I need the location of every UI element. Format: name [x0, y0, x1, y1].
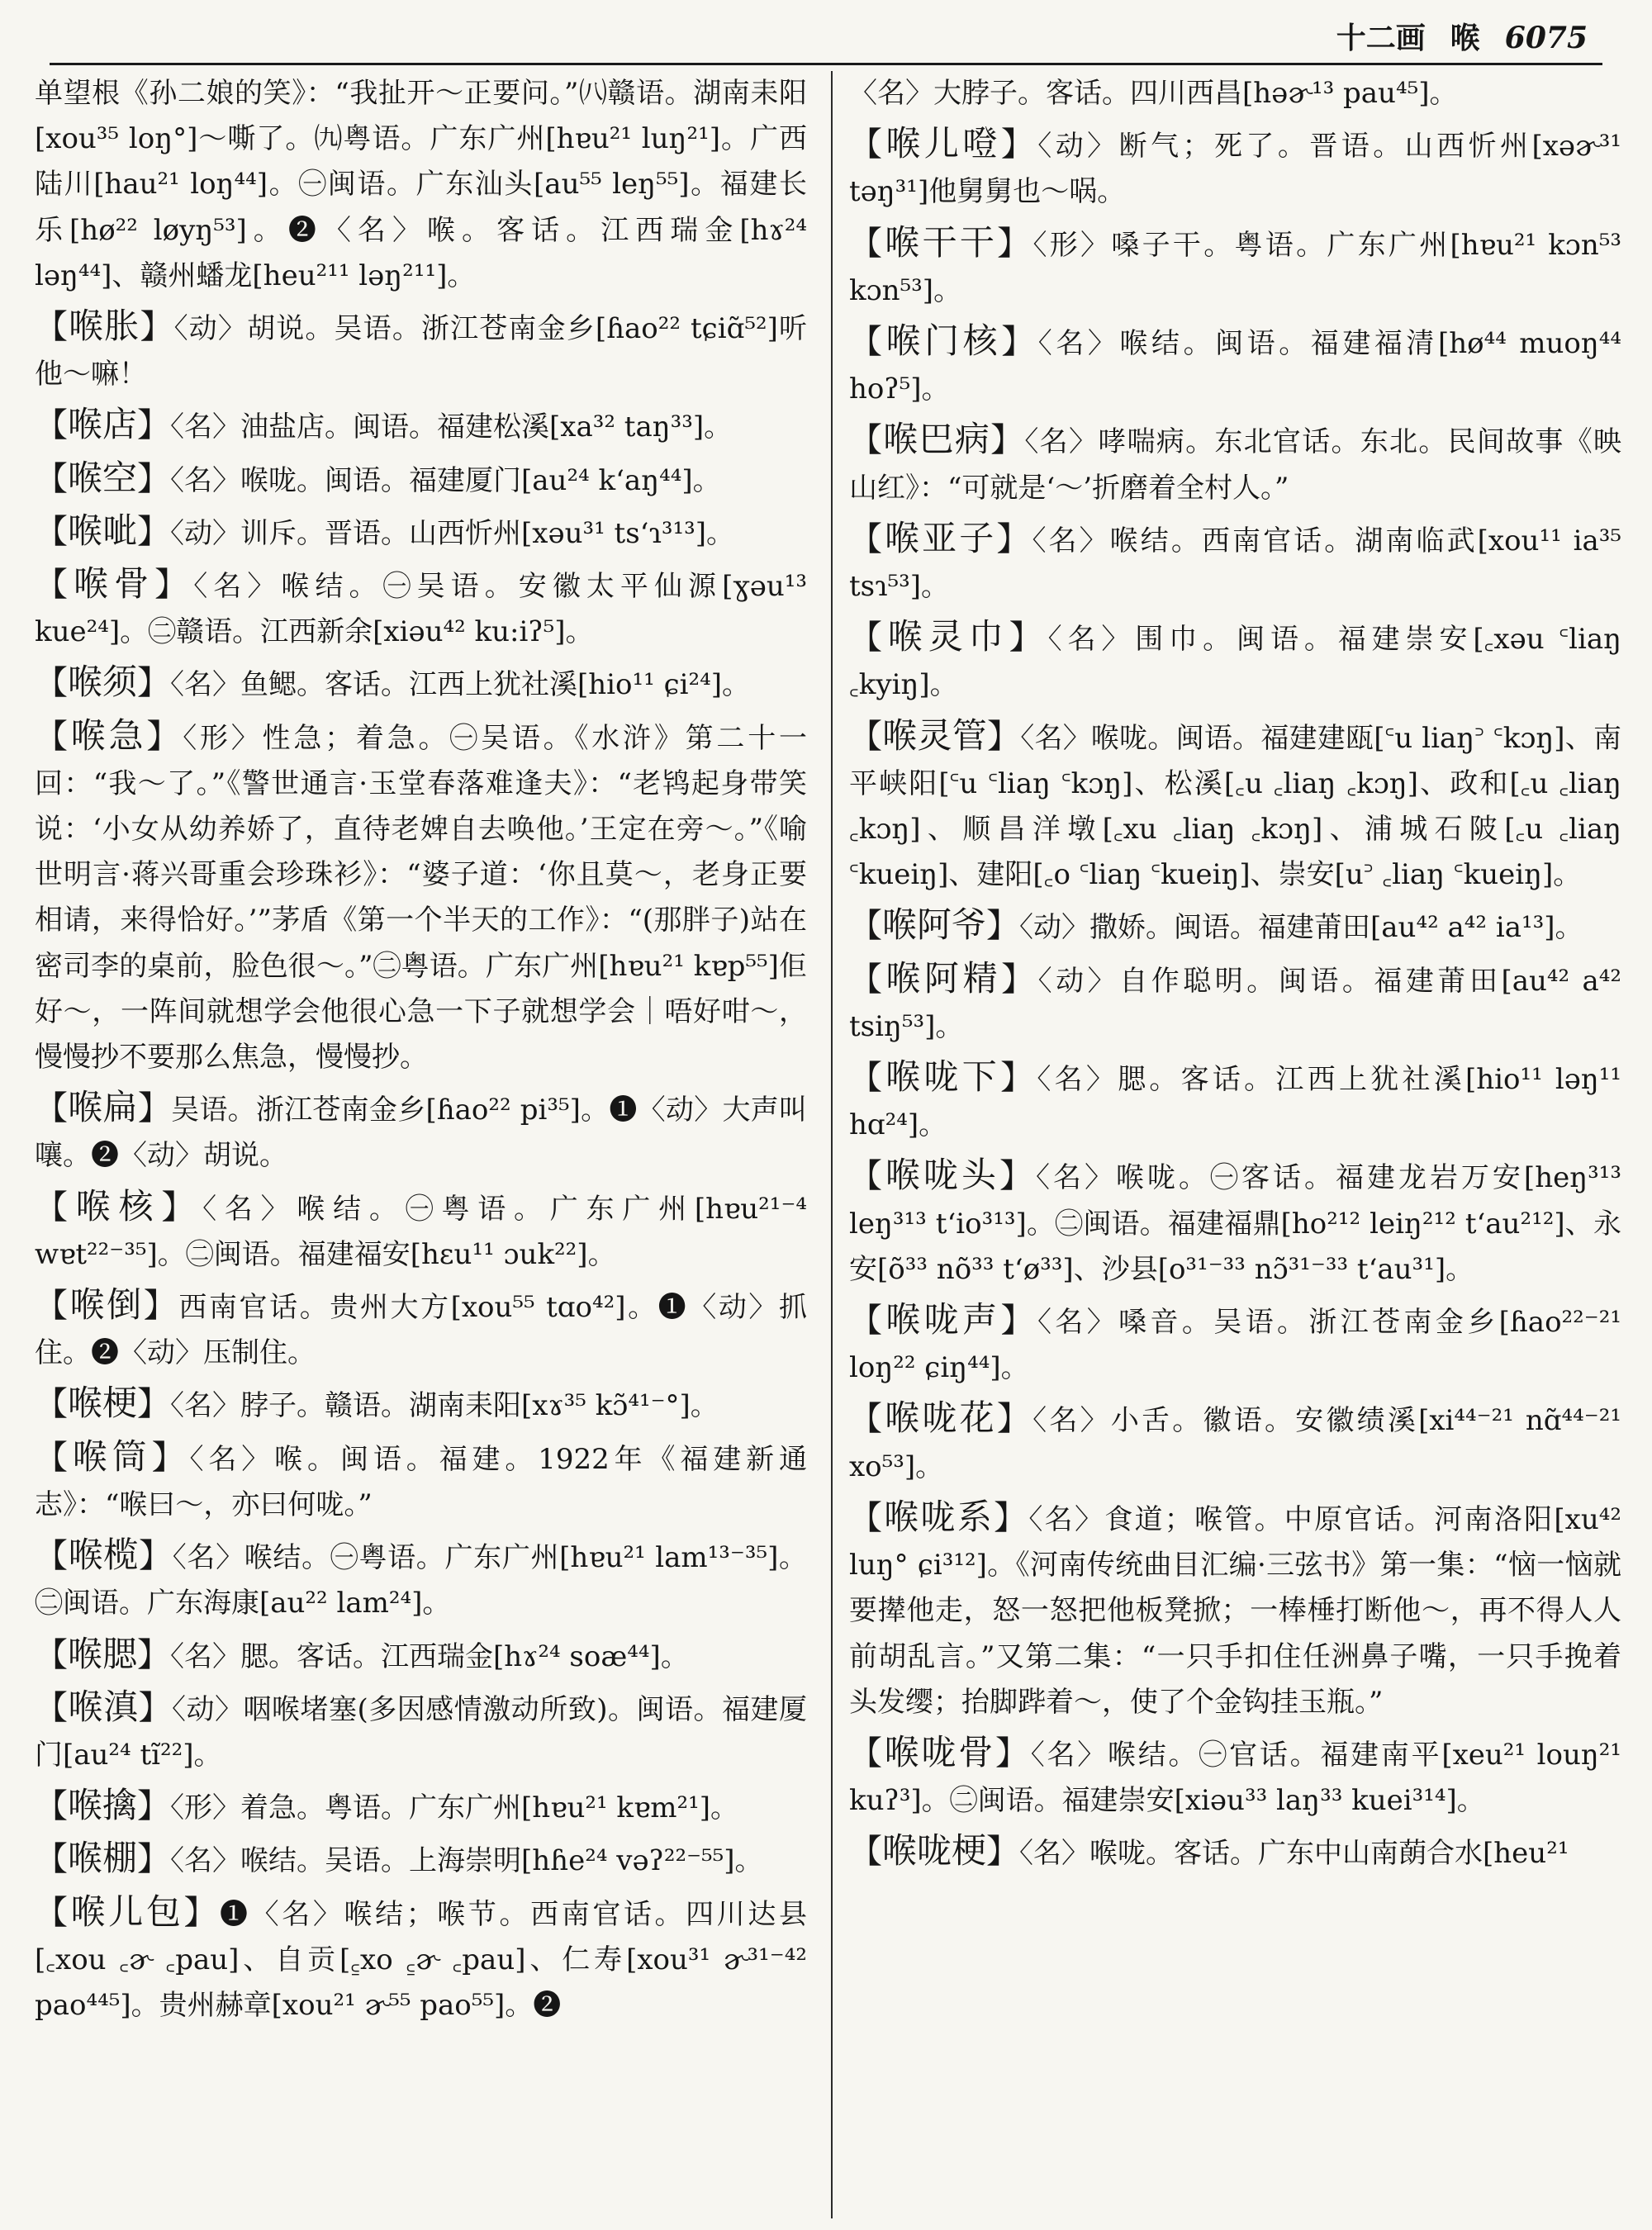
dictionary-entry: [35, 713, 807, 1081]
entry-definition: 〈动〉自作聪明。闽语。福建莆田[au⁴² a⁴² tsiŋ⁵³]。: [849, 964, 1622, 1043]
entry-definition: 〈形〉嗓子干。粤语。广东广州[hɐu²¹ kɔn⁵³ kɔn⁵³]。: [849, 228, 1622, 307]
entry-definition: 〈名〉喉咙。㊀客话。福建龙岩万安[heŋ³¹³ leŋ³¹³ t‘io³¹³]。㊁闽语。福建福鼎[ho²¹² leiŋ²¹² t‘au²¹²]、永安[õ³³ nõ³³ t‘ø³³]、沙县[o³¹⁻³³ nɔ̃³¹⁻³³ t‘au³¹]。: [849, 1161, 1621, 1286]
headword-bracket: [35, 1785, 170, 1826]
headword-bracket: [849, 616, 1048, 657]
continuation-text: 〈名〉大脖子。客话。四川西昌[həɚ¹³ pau⁴⁵]。: [849, 77, 1458, 110]
continuation-text: 单望根《孙二娘的笑》：“我扯开～正要问。”㈧赣语。湖南耒阳[xou³⁵ loŋ°]～嘶了。㈨粤语。广东广州[hɐu²¹ luŋ²¹]。广西陆川[hau²¹ loŋ⁴⁴]。㊀闽语。广东汕头[au⁵⁵ leŋ⁵⁵]。福建长乐[hø²² løyŋ⁵³]。❷〈名〉喉。客话。江西瑞金[hɤ²⁴ ləŋ⁴⁴]、赣州蟠龙[heu²¹¹ ləŋ²¹¹]。: [35, 77, 807, 292]
headword: 喉滇: [68, 1686, 139, 1727]
dictionary-entry: [35, 401, 807, 450]
entry-definition: 〈名〉喉咙。闽语。福建建瓯[꜂u liaŋ꜄ ꜂kɔŋ]、南平峡阳[꜂u ꜂liaŋ ꜂kɔŋ]、松溪[꜀u ꜀liaŋ ꜀kɔŋ]、政和[꜀u ꜀liaŋ ꜀kɔŋ]、顺昌洋墩[꜀xu ꜀liaŋ ꜀kɔŋ]、浦城石陂[꜀u ꜀liaŋ ꜂kueiŋ]、建阳[꜀o ꜂liaŋ ꜂kueiŋ]、崇安[u꜄ ꜀liaŋ ꜂kueiŋ]。: [849, 721, 1622, 892]
entry-definition: 〈动〉训斥。晋语。山西忻州[xəu³¹ ts‘ɿ³¹³]。: [170, 516, 735, 550]
entry-definition: 〈动〉胡说。吴语。浙江苍南金乡[ɦao²² tɕiɑ̃⁵²]听他～嘛！: [35, 312, 808, 391]
headword-bracket: [35, 1891, 220, 1932]
entry-definition: 〈名〉喉结。西南官话。湖南临武[xou¹¹ ia³⁵ tsɿ⁵³]。: [849, 524, 1622, 604]
headword: 喉干干: [885, 221, 998, 263]
headword: 喉筒: [72, 1435, 152, 1477]
headword: 喉咙花: [885, 1397, 997, 1439]
dictionary-entry: [849, 318, 1621, 412]
headword: 喉呲: [68, 510, 138, 551]
dictionary-entry: [849, 614, 1621, 708]
entry-definition: 〈名〉喉咙。客话。广东中山南蓢合水[heu²¹: [1019, 1837, 1569, 1871]
headword: 喉咙骨: [884, 1731, 996, 1772]
header-rule: [50, 63, 1602, 65]
entry-definition: 〈名〉喉结。闽语。福建福清[hø⁴⁴ muoŋ⁴⁴ hoʔ⁵]。: [849, 327, 1622, 406]
headword-bracket: [35, 1087, 171, 1128]
dictionary-entry: [35, 1084, 807, 1179]
headword: 喉核: [75, 1185, 162, 1226]
headword: 喉须: [68, 662, 138, 703]
dictionary-entry: [35, 1631, 807, 1680]
entry-definition: 〈形〉着急。粤语。广东广州[hɐu²¹ kɐm²¹]。: [170, 1791, 739, 1825]
dictionary-entry: [849, 515, 1621, 610]
dictionary-entry: [35, 1434, 807, 1528]
headword-bracket: [35, 1535, 173, 1576]
dictionary-entry: [849, 1297, 1621, 1391]
column-divider: [831, 71, 833, 2218]
entry-definition: 〈名〉小舌。徽语。安徽绩溪[xi⁴⁴⁻²¹ nɑ̃⁴⁴⁻²¹ xo⁵³]。: [849, 1404, 1622, 1483]
headword: 喉咙下: [885, 1056, 1001, 1098]
entry-definition: 〈动〉断气；死了。晋语。山西忻州[xəɚ³¹ təŋ³¹]他舅舅也～㖞。: [849, 130, 1621, 209]
headword-bracket: [849, 1496, 1028, 1537]
dictionary-entry: [849, 1152, 1621, 1293]
headword-bracket: [849, 419, 1024, 460]
dictionary-entry: [35, 1282, 807, 1376]
headword: 喉店: [68, 404, 138, 445]
section-label: 十二画: [1336, 21, 1426, 55]
dictionary-entry: [35, 1889, 807, 2029]
headword-bracket: [849, 904, 1019, 946]
entry-definition: 〈名〉食道；喉管。中原官话。河南洛阳[xu⁴² luŋ° ɕi³¹²]。《河南传统曲目汇编·三弦书》第一集：“恼一恼就要撵他走，怒一怒把他板凳掀；一棒棰打断他～，再不得人人前胡乱言。”又第二集：“一只手扣住任洲鼻子嘴，一只手挽着头发缨；抬脚跸着～，使了个金钩挂玉瓶。”: [849, 1502, 1621, 1719]
headword: 喉倒: [69, 1284, 144, 1326]
headword: 喉儿包: [70, 1891, 184, 1932]
headword-bracket: [849, 1731, 1031, 1772]
entry-definition: 〈名〉喉结。㊀粤语。广东广州[hɐu²¹ lam¹³⁻³⁵]。㊁闽语。广东海康[au²² lam²⁴]。: [35, 1541, 808, 1620]
entry-definition: 〈名〉鱼鳃。客话。江西上犹社溪[hio¹¹ ɕi²⁴]。: [170, 668, 751, 702]
headword-bracket: [35, 1435, 190, 1477]
entry-definition: 〈名〉嗓音。吴语。浙江苍南金乡[ɦao²²⁻²¹ loŋ²² ɕiŋ⁴⁴]。: [849, 1306, 1622, 1385]
headword: 喉灵管: [882, 714, 987, 756]
entry-definition: 〈名〉围巾。闽语。福建崇安[꜀xəu ꜂liaŋ ꜀kyiŋ]。: [849, 623, 1622, 702]
headword: 喉巴病: [883, 419, 991, 460]
entry-definition: 〈形〉性急；着急。㊀吴语。《水浒》第二十一回：“我～了。”《警世通言·玉堂春落难逢夫》：“老鸨起身带笑说：‘小女从幼养娇了，直待老婢自去唤他。’王定在旁～。”《喻世明言·蒋兴哥重会珍珠衫》：“婆子道：‘你且莫～，老身正要相请，来得恰好。’”茅盾《第一个半天的工作》：“(那胖子)站在密司李的桌前，脸色很～。”㊁粤语。广东广州[hɐu²¹ kɐp⁵⁵]佢好～，一阵间就想学会他很心急一下子就想学会｜唔好咁～，慢慢抄不要那么焦急，慢慢抄。: [35, 721, 808, 1075]
headword: 喉擒: [68, 1785, 138, 1826]
dictionary-entry: [35, 508, 807, 557]
entry-definition: 〈名〉喉咙。闽语。福建厦门[au²⁴ k‘aŋ⁴⁴]。: [170, 463, 721, 497]
entry-list: [849, 121, 1621, 1877]
entry-definition: 〈名〉腮。客话。江西上犹社溪[hio¹¹ ləŋ¹¹ hɑ²⁴]。: [849, 1063, 1621, 1142]
headword: 喉儿噔: [885, 123, 1001, 164]
dictionary-entry: [35, 1184, 807, 1278]
entry-definition: 〈动〉撒娇。闽语。福建莆田[au⁴² a⁴² ia¹³]。: [1019, 911, 1583, 945]
dictionary-entry: [849, 220, 1621, 314]
entry-definition: ❶〈名〉喉结；喉节。西南官话。四川达县[꜀xou ꜀ɚ ꜀pau]、自贡[꜁xo ꜁ɚ ꜀pau]、仁寿[xou³¹ ɚ³¹⁻⁴² pao⁴⁴⁵]。贵州赫章[xou²¹ ɚ⁵⁵ pao⁵⁵]。❷: [35, 1897, 807, 2022]
dictionary-entry: [849, 956, 1621, 1050]
headword: 喉梗: [68, 1383, 138, 1424]
headword-bracket: [35, 1633, 170, 1674]
dictionary-entry: [35, 1684, 807, 1778]
dictionary-entry: [35, 303, 807, 397]
dictionary-entry: [35, 1835, 807, 1884]
entry-definition: 吴语。浙江苍南金乡[ɦao²² pi³⁵]。❶〈动〉大声叫嚷。❷〈动〉胡说。: [35, 1094, 807, 1173]
headword: 喉咙头: [885, 1155, 999, 1196]
dictionary-entry: [849, 1729, 1621, 1824]
headword-bracket: [849, 1830, 1019, 1872]
headword-bracket: [849, 517, 1032, 558]
entry-definition: 〈名〉哮喘病。东北官话。东北。民间故事《映山红》：“可就是‘～’折磨着全村人。”: [849, 425, 1621, 505]
entry-definition: 〈动〉咽喉堵塞(多因感情激动所致)。闽语。福建厦门[au²⁴ tĩ²²]。: [35, 1692, 807, 1772]
entry-definition: 〈名〉喉。闽语。福建。1922年《福建新通志》：“喉曰～，亦曰何咙。”: [35, 1442, 808, 1521]
entry-definition: 〈名〉喉结。㊀吴语。安徽太平仙源[ɣəu¹³ kue²⁴]。㊁赣语。江西新余[xiəu⁴² ku:iʔ⁵]。: [35, 570, 807, 649]
headword-bracket: [35, 1185, 202, 1226]
headword: 喉骨: [74, 563, 155, 605]
dictionary-entry: [849, 121, 1621, 215]
entry-definition: 〈名〉腮。客话。江西瑞金[hɤ²⁴ soæ⁴⁴]。: [170, 1639, 689, 1673]
headword-bracket: [35, 1686, 172, 1727]
headword-bracket: [849, 714, 1020, 756]
headword-bracket: [849, 1155, 1036, 1196]
headword: 喉灵巾: [887, 616, 1009, 657]
headword-bracket: [35, 563, 193, 605]
headword: 喉扁: [68, 1087, 138, 1128]
left-column: [35, 71, 807, 2033]
entry-definition: 〈名〉喉结。吴语。上海崇明[hɦe²⁴ vəʔ²²⁻⁵⁵]。: [170, 1844, 763, 1878]
headword-bracket: [849, 1056, 1037, 1098]
dictionary-entry: [35, 455, 807, 504]
headword: 喉急: [70, 714, 147, 756]
dictionary-entry: [35, 1532, 807, 1626]
dictionary-entry: [849, 713, 1621, 899]
dictionary-entry: [849, 1054, 1621, 1148]
headword-bracket: [35, 1383, 170, 1424]
headword-bracket: [849, 1397, 1032, 1439]
dictionary-entry: [849, 1828, 1621, 1877]
headword-bracket: [35, 457, 170, 498]
headword-bracket: [35, 1284, 178, 1326]
headword-bracket: [35, 714, 183, 756]
headword-bracket: [35, 404, 170, 445]
headword: 喉棚: [68, 1838, 138, 1879]
headword: 喉亚子: [885, 517, 997, 558]
headword-bracket: [849, 123, 1037, 164]
dictionary-entry: [849, 902, 1621, 951]
headword-bracket: [849, 957, 1038, 999]
headword: 喉咙声: [885, 1299, 1001, 1340]
entry-definition: 〈名〉油盐店。闽语。福建松溪[xa³² taŋ³³]。: [170, 410, 733, 444]
headword: 喉咙系: [884, 1496, 995, 1537]
headword: 喉门核: [885, 320, 1002, 362]
headword-bracket: [35, 662, 170, 703]
headword-bracket: [849, 320, 1038, 362]
entry-list: [35, 303, 807, 2028]
dictionary-entry: [849, 1494, 1621, 1725]
running-head: [1336, 15, 1588, 57]
entry-definition: 〈名〉喉结。㊀官话。福建南平[xeu²¹ louŋ²¹ kuʔ³]。㊁闽语。福建崇安[xiəu³³ laŋ³³ kuei³¹⁴]。: [849, 1738, 1622, 1818]
headword: 喉榄: [68, 1535, 140, 1576]
right-column: [849, 71, 1621, 1881]
headword: 喉阿精: [885, 957, 1002, 999]
radical-label: 喉: [1450, 21, 1480, 55]
headword: 喉空: [68, 457, 138, 498]
dictionary-entry: [35, 1380, 807, 1429]
entry-definition: 西南官话。贵州大方[xou⁵⁵ tɑo⁴²]。❶〈动〉抓住。❷〈动〉压制住。: [35, 1291, 808, 1370]
dictionary-entry: [849, 416, 1621, 510]
dictionary-entry: [35, 1782, 807, 1831]
headword: 喉咙梗: [882, 1830, 987, 1872]
dictionary-entry: [849, 1395, 1621, 1489]
dictionary-entry: [35, 561, 807, 655]
headword-bracket: [35, 510, 170, 551]
headword-bracket: [849, 221, 1032, 263]
headword-bracket: [35, 1838, 170, 1879]
entry-definition: 〈名〉脖子。赣语。湖南耒阳[xɤ³⁵ kɔ̃⁴¹⁻°]。: [170, 1389, 719, 1423]
headword-bracket: [35, 306, 174, 347]
headword: 喉腮: [68, 1633, 138, 1674]
dictionary-entry: [35, 659, 807, 708]
page-number: 6075: [1504, 21, 1588, 55]
headword-bracket: [849, 1299, 1037, 1340]
headword: 喉阿爷: [882, 904, 987, 946]
entry-definition: 〈名〉喉结。㊀粤语。广东广州[hɐu²¹⁻⁴ wɐt²²⁻³⁵]。㊁闽语。福建福安[hɛu¹¹ ɔuk²²]。: [35, 1192, 808, 1271]
headword: 喉胀: [69, 306, 140, 347]
